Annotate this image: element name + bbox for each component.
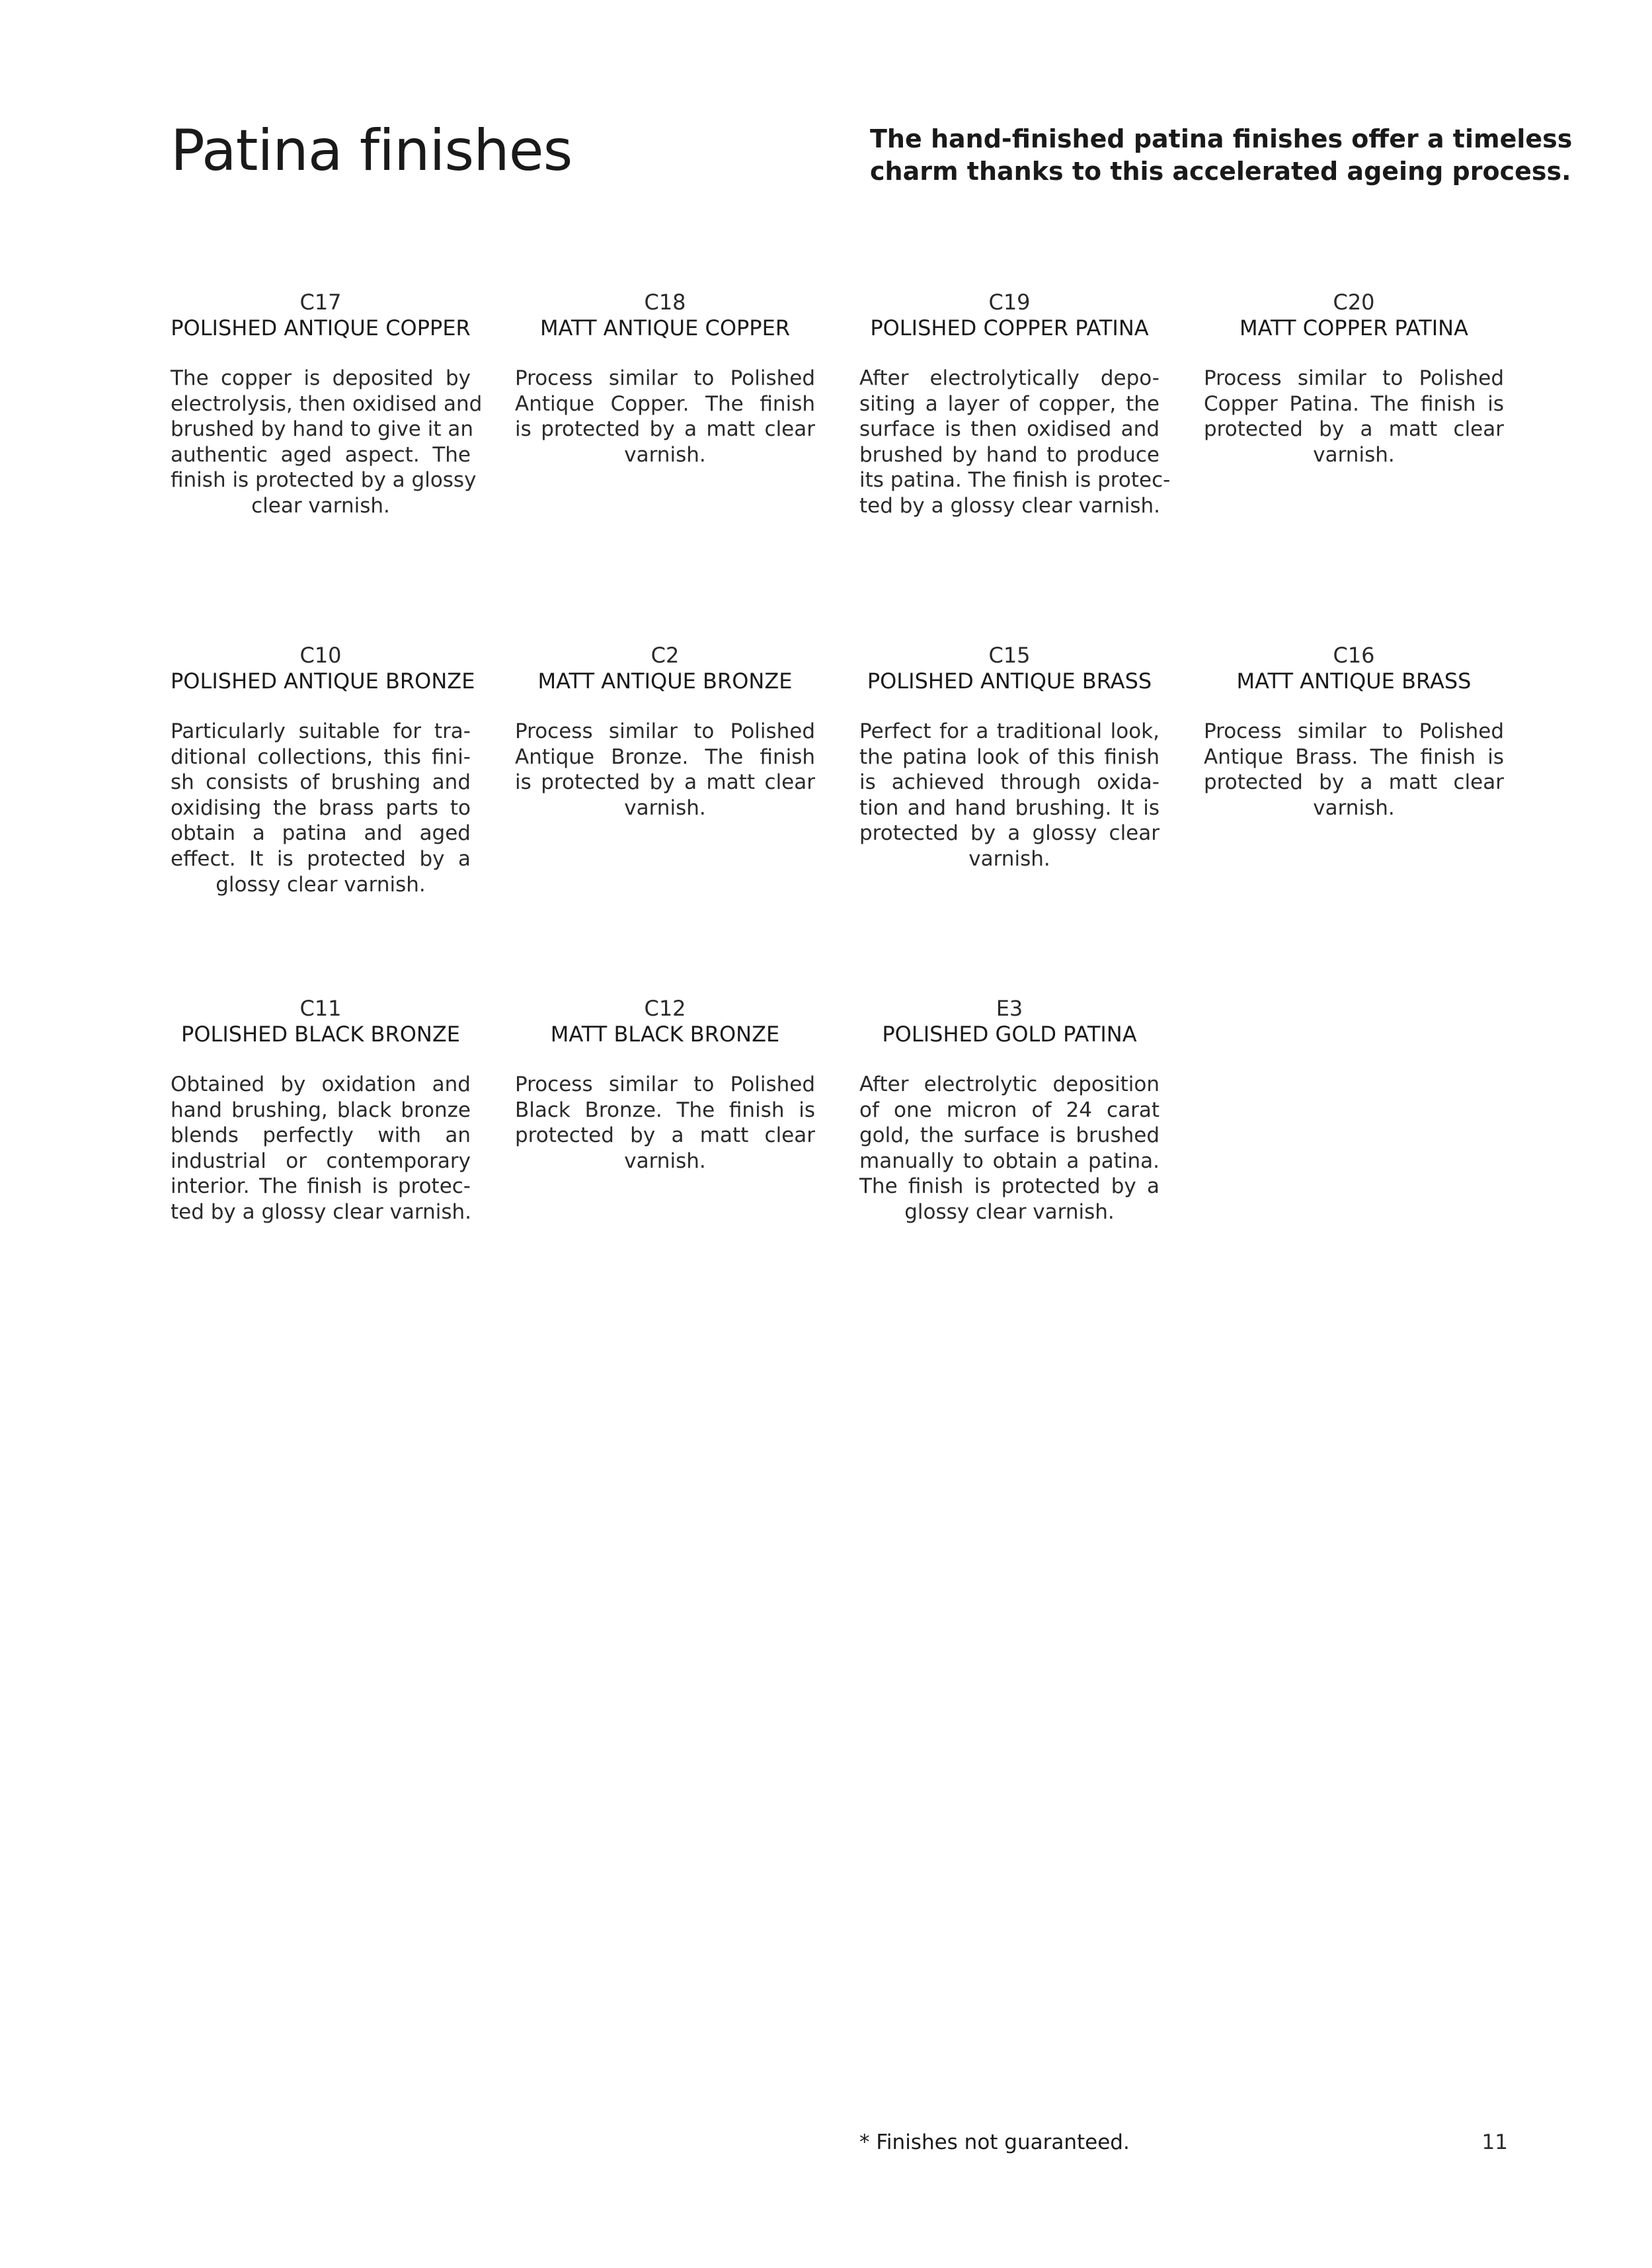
finish-card-c17 (171, 290, 483, 519)
finish-code: C12 (644, 996, 686, 1021)
description-line: hand brushing, black bronze (171, 1098, 471, 1122)
description-line: Black Bronze. The finish is (515, 1098, 815, 1122)
description-line: surface is then oxidised and (859, 417, 1160, 442)
finish-name: MATT ANTIQUE BRONZE (537, 668, 793, 694)
intro-line: The hand-finished patina finishes offer a timeless (870, 124, 1573, 153)
description-line: varnish. (624, 1149, 706, 1173)
finish-description (515, 366, 815, 467)
description-line: Antique Brass. The finish is (1204, 745, 1504, 769)
description-line: blends perfectly with an (171, 1123, 471, 1148)
finish-description (859, 719, 1160, 872)
finish-code: C2 (650, 643, 680, 668)
description-line: effect. It is protected by a (171, 846, 471, 871)
description-line: ditional collections, this fini- (171, 745, 471, 769)
description-line: gold, the surface is brushed (859, 1123, 1160, 1148)
description-line: protected by a matt clear (1204, 417, 1504, 442)
description-line: The copper is deposited by (171, 366, 471, 390)
finish-name: POLISHED GOLD PATINA (882, 1022, 1137, 1047)
finish-description (1204, 719, 1504, 821)
footnote: * Finishes not guaranteed. (859, 2130, 1130, 2154)
finish-card-c19 (859, 290, 1171, 519)
finish-card-e3 (859, 996, 1160, 1225)
finish-code: C16 (1333, 643, 1375, 668)
finish-description (515, 1072, 815, 1174)
description-line: varnish. (624, 795, 706, 820)
description-line: varnish. (624, 442, 706, 467)
description-line: tion and hand brushing. It is (859, 795, 1160, 820)
description-line: is protected by a matt clear (515, 417, 815, 442)
description-line: is protected by a matt clear (515, 770, 815, 795)
finish-name: POLISHED ANTIQUE BRASS (867, 668, 1152, 694)
description-line: electrolysis, then oxidised and (171, 391, 483, 416)
finish-name: MATT BLACK BRONZE (550, 1022, 780, 1047)
finish-description (1204, 366, 1504, 467)
finish-code: C11 (299, 996, 342, 1021)
description-line: glossy clear varnish. (904, 1199, 1115, 1224)
intro-text (870, 123, 1573, 188)
description-line: After electrolytic deposition (859, 1073, 1160, 1096)
description-line: Perfect for a traditional look, (859, 719, 1160, 743)
finish-description (859, 366, 1171, 519)
description-line: siting a layer of copper, the (859, 391, 1160, 416)
finish-name: POLISHED ANTIQUE COPPER (171, 315, 471, 341)
page-number: 11 (1481, 2130, 1508, 2154)
description-line: finish is protected by a glossy (171, 468, 477, 493)
description-line: Process similar to Polished (1204, 366, 1504, 390)
description-line: interior. The finish is protec- (171, 1174, 471, 1199)
description-line: manually to obtain a patina. (859, 1149, 1160, 1173)
finish-card-c12 (515, 996, 815, 1174)
description-line: ted by a glossy clear varnish. (859, 493, 1161, 518)
description-line: protected by a glossy clear (859, 821, 1160, 846)
finish-description (171, 1072, 471, 1225)
description-line: protected by a matt clear (515, 1123, 815, 1148)
finish-description (859, 1072, 1160, 1225)
finish-code: C10 (299, 643, 342, 668)
description-line: clear varnish. (251, 493, 390, 518)
description-line: Particularly suitable for tra- (171, 719, 471, 743)
finish-card-c2 (515, 643, 815, 821)
intro-line: charm thanks to this accelerated ageing process. (870, 157, 1571, 186)
description-line: The finish is protected by a (859, 1174, 1160, 1199)
description-line: authentic aged aspect. The (171, 442, 471, 467)
description-line: Process similar to Polished (1204, 719, 1504, 743)
finish-name: POLISHED ANTIQUE BRONZE (171, 668, 475, 694)
description-line: protected by a matt clear (1204, 770, 1504, 795)
finish-code: C19 (988, 290, 1031, 315)
description-line: Process similar to Polished (515, 366, 815, 390)
description-line: Process similar to Polished (515, 1073, 815, 1096)
finish-name: POLISHED BLACK BRONZE (181, 1022, 460, 1047)
description-line: industrial or contemporary (171, 1149, 471, 1173)
description-line: the patina look of this finish (859, 745, 1160, 769)
finish-card-c18 (515, 290, 815, 467)
finish-code: C15 (988, 643, 1031, 668)
finish-code: C18 (644, 290, 686, 315)
finish-name: MATT ANTIQUE BRASS (1236, 668, 1472, 694)
description-line: After electrolytically depo- (859, 366, 1160, 390)
finish-description (515, 719, 815, 821)
description-line: its patina. The finish is protec- (859, 468, 1171, 493)
description-line: glossy clear varnish. (216, 872, 426, 897)
description-line: Obtained by oxidation and (171, 1073, 471, 1096)
page-title: Patina finishes (171, 118, 572, 184)
finish-card-c11 (171, 996, 471, 1225)
description-line: of one micron of 24 carat (859, 1098, 1160, 1122)
finish-card-c20 (1204, 290, 1504, 467)
finish-code: C17 (299, 290, 342, 315)
finish-name: MATT COPPER PATINA (1239, 315, 1468, 341)
finish-name: POLISHED COPPER PATINA (870, 315, 1149, 341)
description-line: obtain a patina and aged (171, 821, 471, 846)
finish-name: MATT ANTIQUE COPPER (539, 315, 791, 341)
finish-description (171, 366, 483, 519)
description-line: oxidising the brass parts to (171, 795, 471, 820)
finish-card-c16 (1204, 643, 1504, 821)
description-line: sh consists of brushing and (171, 770, 471, 795)
description-line: brushed by hand to produce (859, 442, 1160, 467)
finish-description (171, 719, 471, 897)
description-line: is achieved through oxida- (859, 770, 1160, 795)
finish-code: C20 (1333, 290, 1375, 315)
description-line: ted by a glossy clear varnish. (171, 1199, 472, 1224)
finish-card-c10 (171, 643, 475, 897)
description-line: varnish. (1313, 442, 1395, 467)
description-line: Antique Bronze. The finish (515, 745, 815, 769)
description-line: Antique Copper. The finish (515, 391, 815, 416)
finish-code: E3 (996, 996, 1023, 1021)
description-line: brushed by hand to give it an (171, 417, 473, 442)
description-line: varnish. (1313, 795, 1395, 820)
finish-card-c15 (859, 643, 1160, 872)
description-line: Process similar to Polished (515, 719, 815, 743)
description-line: varnish. (968, 846, 1050, 871)
description-line: Copper Patina. The finish is (1204, 391, 1504, 416)
